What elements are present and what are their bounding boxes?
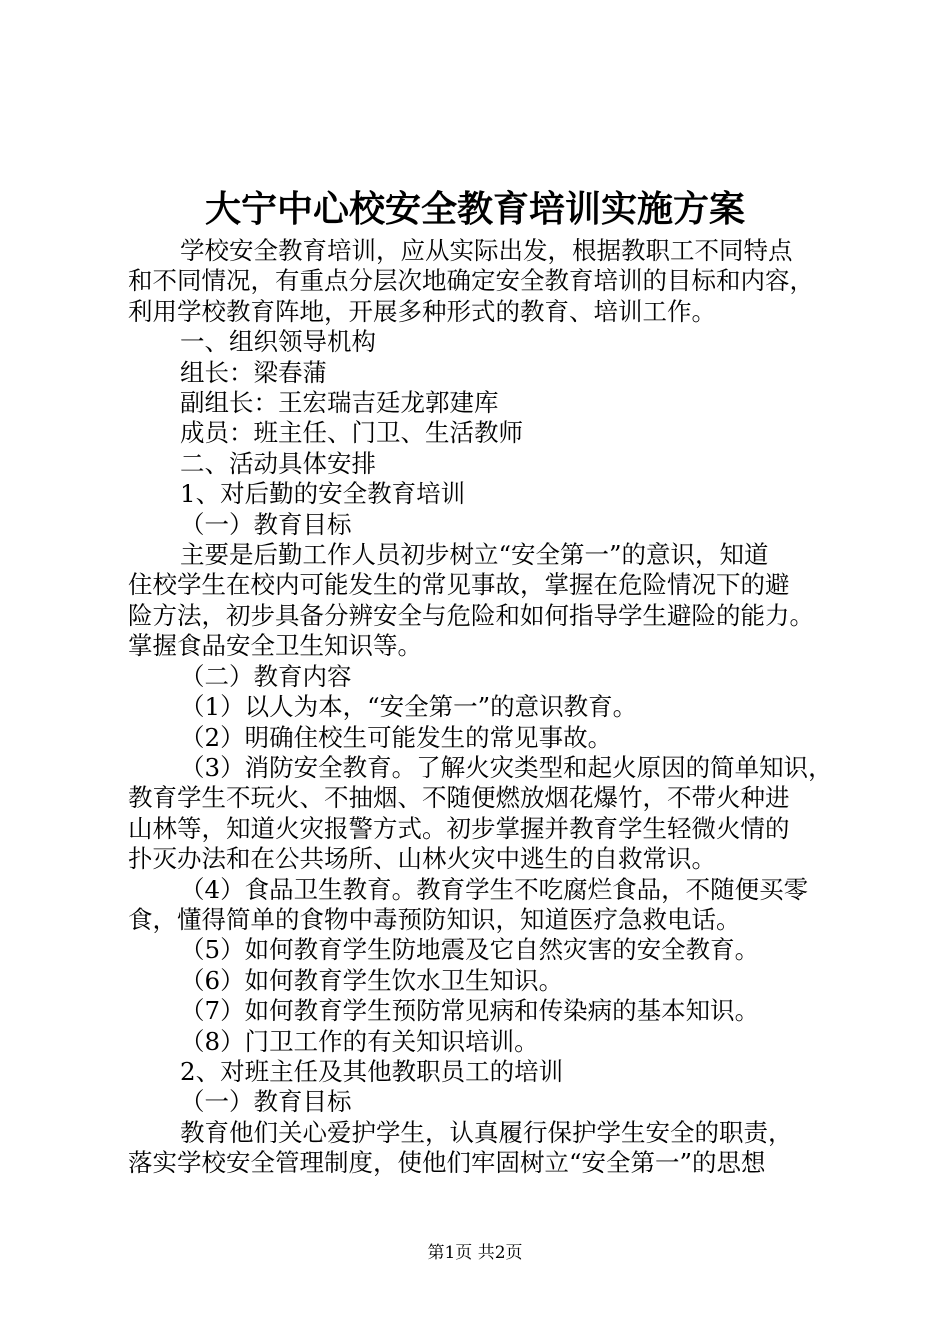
document-body	[128, 236, 854, 1179]
section-heading: 二、活动具体安排	[180, 448, 376, 478]
paragraph-line: 教育他们关心爱护学生，认真履行保护学生安全的职责，	[180, 1117, 793, 1147]
subsection-heading: 1、对后勤的安全教育培训	[180, 479, 466, 509]
list-item: （3）消防安全教育。了解火灾类型和起火原因的简单知识，	[180, 752, 833, 782]
paragraph-line: 住校学生在校内可能发生的常见事故，掌握在危险情况下的避	[128, 570, 790, 600]
list-item: （2）明确住校生可能发生的常见事故。	[180, 722, 613, 752]
subsection-heading: （一）教育目标	[180, 509, 352, 539]
paragraph-line: 食，懂得简单的食物中毒预防知识，知道医疗急救电话。	[128, 904, 741, 934]
paragraph-line: 险方法，初步具备分辨安全与危险和如何指导学生避险的能力。	[128, 600, 814, 630]
paragraph-line: 组长：梁春蒲	[180, 357, 327, 387]
subsection-heading: 2、对班主任及其他教职员工的培训	[180, 1056, 564, 1086]
paragraph-line: 学校安全教育培训，应从实际出发，根据教职工不同特点	[180, 236, 793, 265]
paragraph-line: 主要是后勤工作人员初步树立“安全第一”的意识，知道	[180, 540, 769, 570]
list-item: （8）门卫工作的有关知识培训。	[180, 1026, 539, 1056]
paragraph-line: 利用学校教育阵地，开展多种形式的教育、培训工作。	[128, 296, 716, 326]
section-heading: 一、组织领导机构	[180, 327, 376, 357]
list-item: （7）如何教育学生预防常见病和传染病的基本知识。	[180, 996, 760, 1026]
paragraph-line: 掌握食品安全卫生知识等。	[128, 631, 422, 661]
paragraph-line: 副组长：王宏瑞吉廷龙郭建库	[180, 388, 499, 418]
paragraph-line: 扑灭办法和在公共场所、山林火灾中逃生的自救常识。	[128, 844, 716, 874]
list-item: （1）以人为本，“安全第一”的意识教育。	[180, 692, 638, 722]
paragraph-line: 成员：班主任、门卫、生活教师	[180, 418, 523, 448]
subsection-heading: （二）教育内容	[180, 661, 352, 691]
paragraph-line: 山林等，知道火灾报警方式。初步掌握并教育学生轻微火情的	[128, 813, 790, 843]
paragraph-line: 和不同情况，有重点分层次地确定安全教育培训的目标和内容，	[128, 266, 814, 296]
document-title: 大宁中心校安全教育培训实施方案	[204, 188, 745, 230]
list-item: （4）食品卫生教育。教育学生不吃腐烂食品，不随便买零	[180, 874, 809, 904]
paragraph-line: 落实学校安全管理制度，使他们牢固树立“安全第一”的思想	[128, 1148, 766, 1178]
paragraph-line: 教育学生不玩火、不抽烟、不随便燃放烟花爆竹，不带火种进	[128, 783, 790, 813]
page-number: 第1页 共2页	[427, 1243, 523, 1263]
subsection-heading: （一）教育目标	[180, 1087, 352, 1117]
list-item: （6）如何教育学生饮水卫生知识。	[180, 965, 564, 995]
list-item: （5）如何教育学生防地震及它自然灾害的安全教育。	[180, 935, 760, 965]
